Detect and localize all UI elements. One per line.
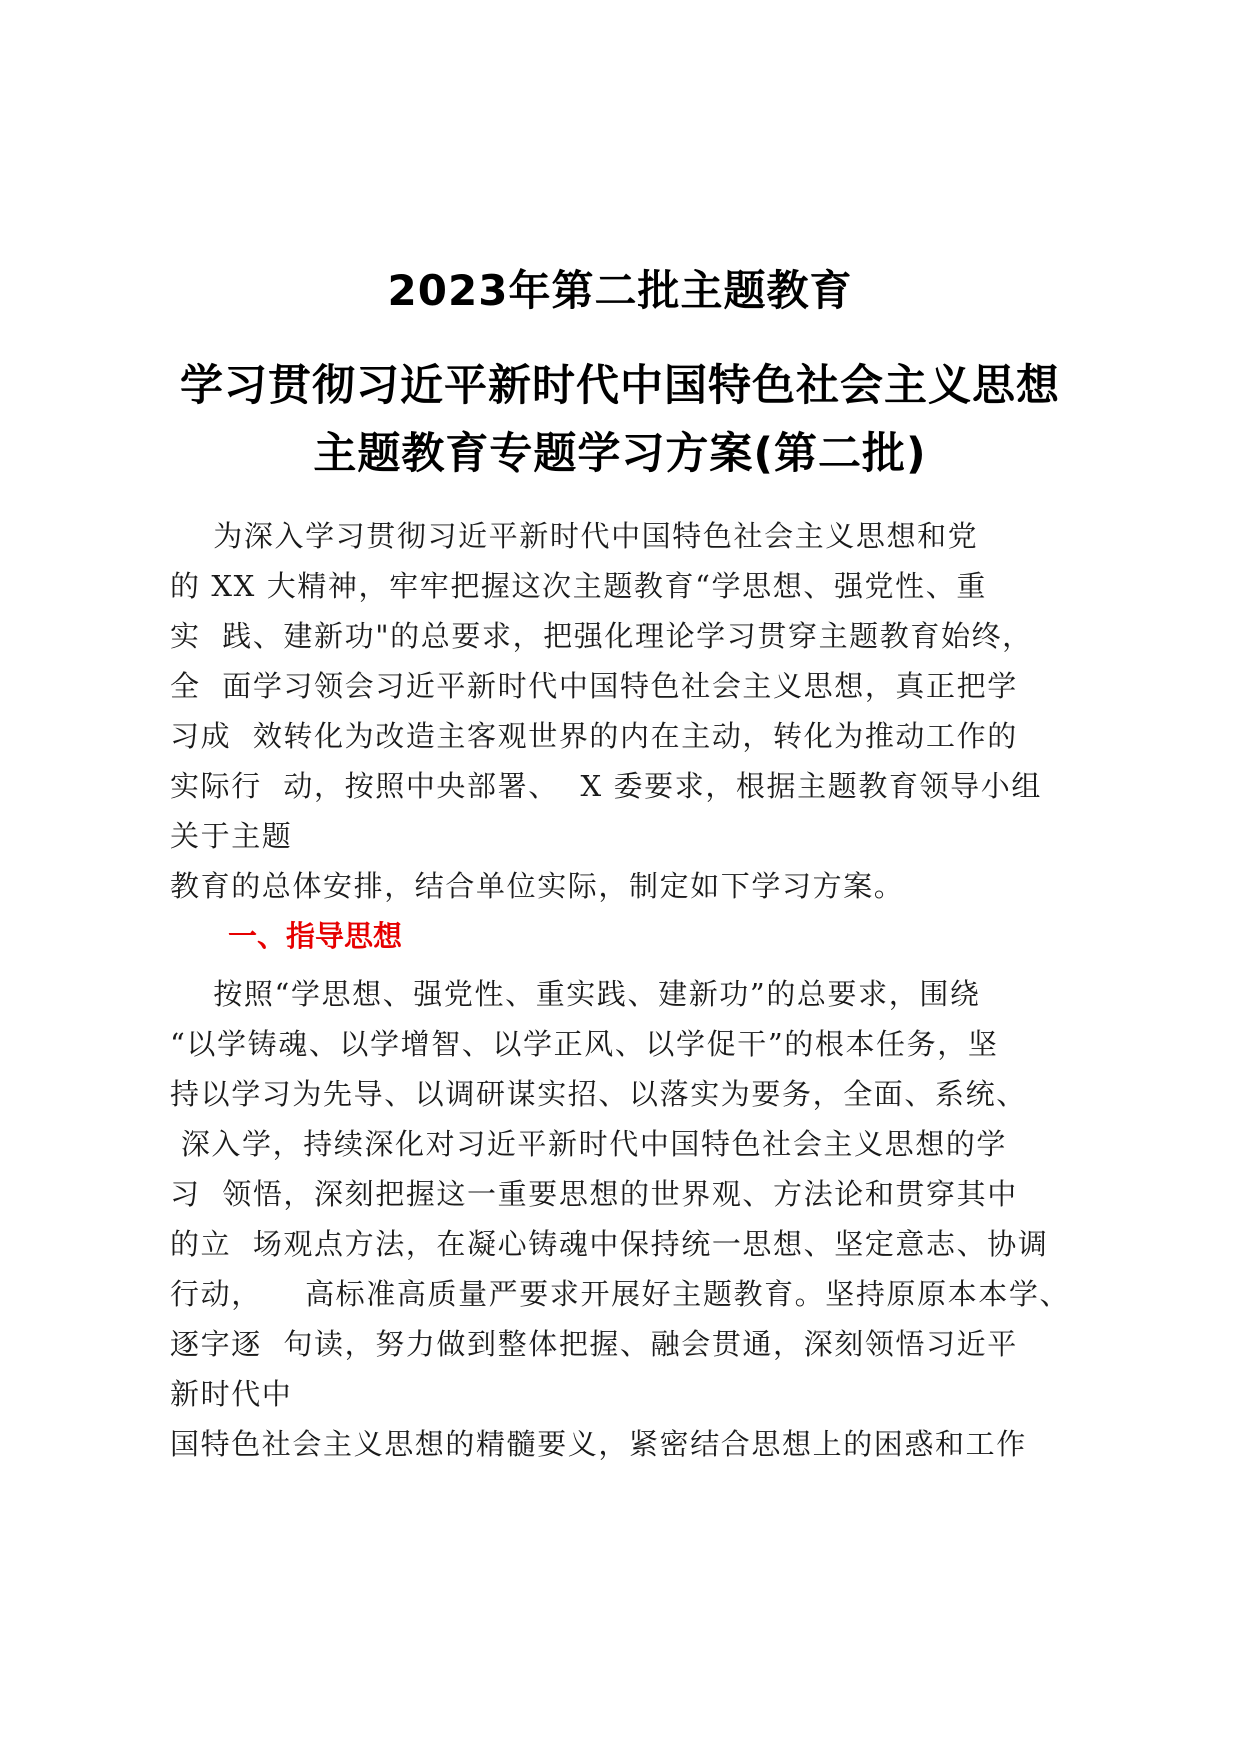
paragraph-1-line: 习成 效转化为改造主客观世界的内在主动，转化为推动工作的 — [170, 719, 1018, 753]
paragraph-2-line: 的立 场观点方法，在凝心铸魂中保持统一思想、坚定意志、协调 — [170, 1227, 1049, 1261]
paragraph-2-line: 行动， 高标准高质量严要求开展好主题教育。坚持原原本本学、 — [170, 1277, 1071, 1311]
paragraph-2-line: 习 领悟，深刻把握这一重要思想的世界观、方法论和贯穿其中 — [170, 1177, 1018, 1211]
document-title: 2023年第二批主题教育 — [387, 266, 853, 315]
paragraph-1-line: 实 践、建新功"的总要求，把强化理论学习贯穿主题教育始终， — [170, 619, 1033, 653]
paragraph-2-line: 逐字逐 句读，努力做到整体把握、融会贯通，深刻领悟习近平 — [170, 1327, 1018, 1361]
paragraph-1-line: 的 XX 大精神，牢牢把握这次主题教育“学思想、强党性、重 — [170, 569, 987, 603]
paragraph-2-line: 持以学习为先导、以调研谋实招、以落实为要务，全面、系统、 — [170, 1077, 1027, 1111]
paragraph-1-line: 全 面学习领会习近平新时代中国特色社会主义思想，真正把学 — [170, 669, 1018, 703]
paragraph-1-line: 教育的总体安排，结合单位实际，制定如下学习方案。 — [170, 869, 905, 903]
paragraph-2-line: 国特色社会主义思想的精髓要义，紧密结合思想上的困惑和工作 — [170, 1427, 1027, 1461]
document-subtitle-line-2: 主题教育专题学习方案(第二批) — [313, 429, 927, 479]
paragraph-2-line: 按照“学思想、强党性、重实践、建新功”的总要求，围绕 — [170, 977, 981, 1011]
paragraph-2-line: 新时代中 — [170, 1377, 293, 1411]
paragraph-2-line: 深入学，持续深化对习近平新时代中国特色社会主义思想的学 — [170, 1127, 1008, 1161]
section-heading-guiding-ideology: 一、指导思想 — [228, 919, 403, 953]
paragraph-2-line: “以学铸魂、以学增智、以学正风、以学促干”的根本任务，坚 — [170, 1027, 999, 1061]
document-subtitle-line-1: 学习贯彻习近平新时代中国特色社会主义思想 — [180, 361, 1060, 411]
paragraph-1-line: 为深入学习贯彻习近平新时代中国特色社会主义思想和党 — [170, 519, 979, 553]
paragraph-1-line: 关于主题 — [170, 819, 293, 853]
paragraph-1-line: 实际行 动，按照中央部署、 X 委要求，根据主题教育领导小组 — [170, 769, 1042, 803]
